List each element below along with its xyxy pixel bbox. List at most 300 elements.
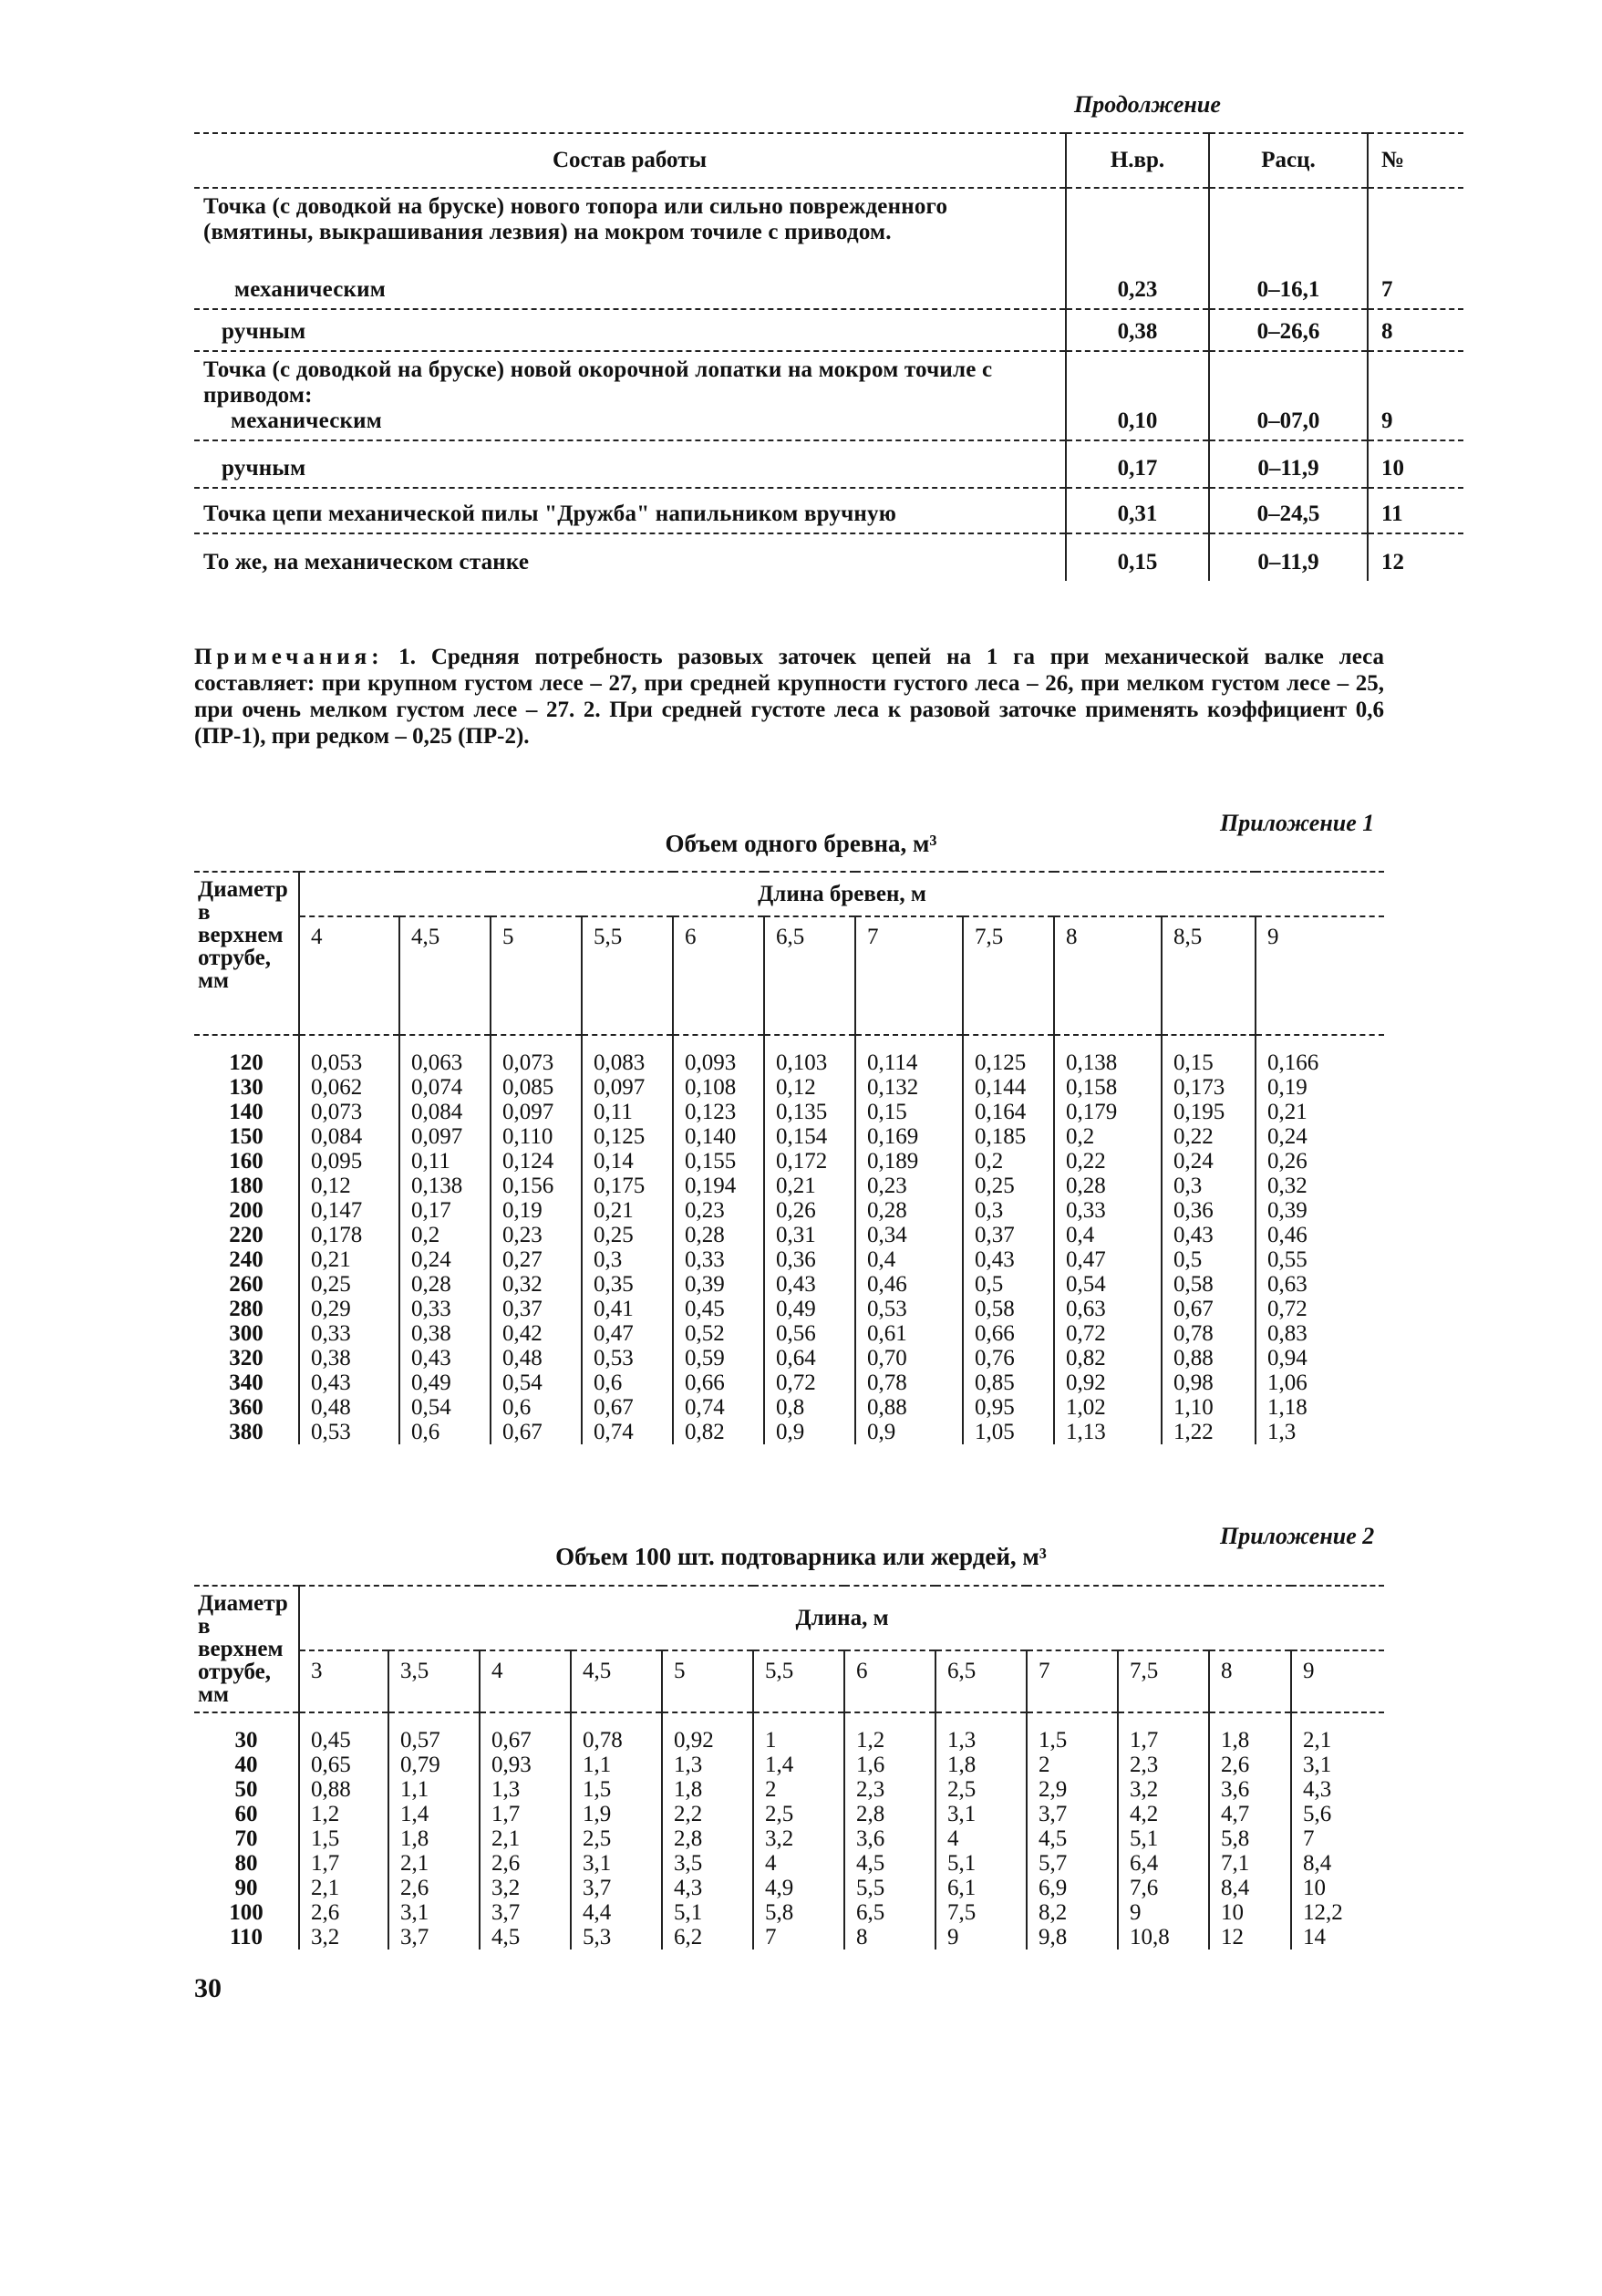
volume-cell: 1,06: [1267, 1370, 1307, 1395]
volume-cell: 4,9: [765, 1876, 794, 1900]
volume-cell: 0,185: [975, 1124, 1027, 1149]
volume-cell: 0,31: [776, 1223, 816, 1247]
volume-cell: 0,32: [502, 1272, 543, 1297]
volume-cell: 0,67: [491, 1728, 532, 1753]
volume-cell: 0,92: [674, 1728, 714, 1753]
volume-cell: 0,64: [776, 1346, 816, 1370]
work-norms-table: [194, 132, 1463, 581]
volume-cell: 1,22: [1173, 1420, 1214, 1444]
volume-cell: 0,132: [867, 1075, 919, 1100]
volume-cell: 0,74: [594, 1420, 634, 1444]
row-text: То же, на механическом станке: [194, 533, 1066, 581]
volume-cell: 0,33: [1066, 1198, 1106, 1223]
diameter-cell: 140: [229, 1100, 264, 1124]
length-header: 4,5: [399, 916, 491, 1035]
volume-cell: 0,26: [1267, 1149, 1307, 1174]
volume-cell: 3,7: [400, 1925, 429, 1950]
diameter-cell: 180: [229, 1174, 264, 1198]
diameter-cell: 130: [229, 1075, 264, 1100]
volume-cell: 0,43: [1173, 1223, 1214, 1247]
volume-cell: 0,28: [411, 1272, 451, 1297]
volume-cell: 4: [947, 1826, 959, 1851]
header-row-group: [194, 1586, 1384, 1650]
volume-cell: 1,4: [400, 1802, 429, 1826]
volume-cell: 0,140: [685, 1124, 737, 1149]
diameter-cell: 200: [229, 1198, 264, 1223]
volume-cell: 0,53: [594, 1346, 634, 1370]
diameter-cell: 240: [229, 1247, 264, 1272]
volume-cell: 3,1: [400, 1900, 429, 1925]
table-row: [194, 351, 1463, 440]
diameter-cell: 100: [229, 1900, 264, 1925]
volume-cell: 0,58: [975, 1297, 1015, 1321]
volume-cell: 5,6: [1303, 1802, 1332, 1826]
volume-cell: 0,085: [502, 1075, 554, 1100]
row-norm: 0,31: [1066, 488, 1209, 533]
row-text: Точка (с доводкой на бруске) нового топора или сильно поврежденного (вмятины, выкрашивания лезвия) на мокром точиле с приводом.: [203, 194, 948, 244]
volume-cell: 1,3: [491, 1777, 521, 1802]
volume-cell: 0,4: [867, 1247, 896, 1272]
volume-cell: 14: [1303, 1925, 1326, 1950]
length-header: 8,5: [1162, 916, 1256, 1035]
length-header: 6: [844, 1650, 935, 1712]
volume-cell: 0,166: [1267, 1050, 1319, 1075]
diameter-column: [194, 1712, 299, 1950]
row-text: ручным: [194, 309, 1066, 351]
diameter-column: [194, 1035, 299, 1444]
row-norm: 0,23: [1066, 251, 1209, 309]
row-text: ручным: [194, 440, 1066, 488]
volume-cell: 0,5: [1173, 1247, 1203, 1272]
volume-cell: 4,7: [1221, 1802, 1250, 1826]
volume-cell: 2,2: [674, 1802, 703, 1826]
volume-column: [1209, 1712, 1291, 1950]
row-rate: 0–07,0: [1209, 351, 1368, 440]
diameter-cell: 60: [234, 1802, 258, 1826]
diameter-cell: 160: [229, 1149, 264, 1174]
volume-cell: 1,8: [674, 1777, 703, 1802]
volume-cell: 3,2: [491, 1876, 521, 1900]
volume-cell: 0,084: [411, 1100, 463, 1124]
row-number: [1368, 188, 1463, 251]
volume-column: [582, 1035, 673, 1444]
volume-cell: 1,2: [856, 1728, 885, 1753]
volume-cell: 0,26: [776, 1198, 816, 1223]
volume-cell: 0,28: [1066, 1174, 1106, 1198]
log-volume-table: [194, 871, 1384, 1444]
volume-cell: 0,39: [1267, 1198, 1307, 1223]
volume-cell: 0,19: [502, 1198, 543, 1223]
volume-cell: 0,82: [685, 1420, 725, 1444]
volume-cell: 0,43: [311, 1370, 351, 1395]
volume-column: [753, 1712, 844, 1950]
length-header-row: [194, 916, 1384, 1035]
row-number: 8: [1368, 309, 1463, 351]
volume-cell: 3,7: [491, 1900, 521, 1925]
volume-cell: 5,3: [583, 1925, 612, 1950]
volume-column: [1256, 1035, 1384, 1444]
volume-cell: 6,9: [1039, 1876, 1068, 1900]
volume-cell: 0,63: [1066, 1297, 1106, 1321]
header-work: Состав работы: [194, 133, 1066, 188]
volume-cell: 0,2: [411, 1223, 440, 1247]
volume-cell: 0,36: [1173, 1198, 1214, 1223]
volume-cell: 0,3: [1173, 1174, 1203, 1198]
volume-cell: 0,98: [1173, 1370, 1214, 1395]
volume-cell: 0,084: [311, 1124, 363, 1149]
length-header: 5,5: [582, 916, 673, 1035]
row-number: 9: [1368, 351, 1463, 440]
volume-cell: 0,47: [1066, 1247, 1106, 1272]
volume-cell: 2,6: [400, 1876, 429, 1900]
volume-cell: 0,74: [685, 1395, 725, 1420]
diameter-cell: 120: [229, 1050, 264, 1075]
table-body-row: [194, 1035, 1384, 1444]
volume-cell: 0,72: [1267, 1297, 1307, 1321]
page-number: 30: [194, 1973, 222, 2003]
volume-cell: 1,10: [1173, 1395, 1214, 1420]
diameter-cell: 260: [229, 1272, 264, 1297]
row-norm: 0,17: [1066, 440, 1209, 488]
volume-cell: 0,097: [502, 1100, 554, 1124]
length-header: 5: [662, 1650, 753, 1712]
volume-cell: 12: [1221, 1925, 1244, 1950]
diameter-cell: 220: [229, 1223, 264, 1247]
volume-cell: 0,073: [311, 1100, 363, 1124]
continuation-label: Продолжение: [1074, 91, 1221, 118]
volume-cell: 0,28: [685, 1223, 725, 1247]
volume-cell: 0,9: [776, 1420, 805, 1444]
volume-cell: 0,4: [1066, 1223, 1095, 1247]
length-header: 6,5: [764, 916, 855, 1035]
volume-column: [844, 1712, 935, 1950]
volume-cell: 5,7: [1039, 1851, 1068, 1876]
volume-cell: 4,5: [491, 1925, 521, 1950]
volume-cell: 0,14: [594, 1149, 634, 1174]
volume-cell: 0,67: [594, 1395, 634, 1420]
volume-cell: 2,8: [674, 1826, 703, 1851]
volume-column: [963, 1035, 1054, 1444]
volume-cell: 0,45: [685, 1297, 725, 1321]
volume-cell: 5,5: [856, 1876, 885, 1900]
length-header: 6: [673, 916, 764, 1035]
volume-cell: 0,88: [1173, 1346, 1214, 1370]
diameter-cell: 70: [234, 1826, 258, 1851]
header-norm: Н.вр.: [1066, 133, 1209, 188]
volume-cell: 4,5: [856, 1851, 885, 1876]
header-number: №: [1368, 133, 1463, 188]
length-header: 9: [1291, 1650, 1384, 1712]
volume-cell: 0,48: [311, 1395, 351, 1420]
volume-cell: 1,9: [583, 1802, 612, 1826]
volume-cell: 1,3: [947, 1728, 977, 1753]
volume-cell: 0,32: [1267, 1174, 1307, 1198]
row-number: 10: [1368, 440, 1463, 488]
volume-cell: 0,33: [311, 1321, 351, 1346]
volume-cell: 0,125: [594, 1124, 646, 1149]
volume-column: [764, 1035, 855, 1444]
volume-cell: 0,22: [1066, 1149, 1106, 1174]
header-row-group: [194, 872, 1384, 916]
volume-cell: 0,43: [411, 1346, 451, 1370]
row-text: [194, 351, 1066, 440]
volume-cell: 0,46: [867, 1272, 907, 1297]
length-group-header: Длина бревен, м: [299, 872, 1384, 916]
volume-cell: 0,063: [411, 1050, 463, 1075]
volume-cell: 0,097: [411, 1124, 463, 1149]
volume-cell: 3,6: [856, 1826, 885, 1851]
volume-cell: 0,074: [411, 1075, 463, 1100]
volume-cell: 0,138: [1066, 1050, 1118, 1075]
volume-cell: 0,125: [975, 1050, 1027, 1075]
volume-column: [299, 1035, 399, 1444]
notes-text: 1. Средняя потребность разовых заточек цепей на 1 га при механической валке леса составляет: при крупном густом лесе – 27, при средней крупности густого леса – 26, при мелком густом лесе – 25, при очень мелком густом лесе – 27. 2. При средней густоте леса к разовой заточке применять коэффициент 0,6 (ПР-1), при редком – 0,25 (ПР-2).: [194, 645, 1384, 749]
volume-cell: 1,18: [1267, 1395, 1307, 1420]
volume-cell: 0,95: [975, 1395, 1015, 1420]
table-row: [194, 309, 1463, 351]
volume-cell: 1,7: [311, 1851, 340, 1876]
volume-cell: 0,72: [776, 1370, 816, 1395]
volume-column: [935, 1712, 1027, 1950]
volume-column: [1027, 1712, 1118, 1950]
volume-cell: 9,8: [1039, 1925, 1068, 1950]
volume-column: [491, 1035, 582, 1444]
length-header: 7,5: [1118, 1650, 1209, 1712]
volume-cell: 3,1: [947, 1802, 977, 1826]
volume-cell: 2,1: [1303, 1728, 1332, 1753]
volume-cell: 0,3: [594, 1247, 623, 1272]
diameter-header: Диаметр в верхнем отрубе, мм: [194, 1586, 299, 1712]
volume-cell: 3,2: [1130, 1777, 1159, 1802]
volume-cell: 1,1: [583, 1753, 612, 1777]
volume-cell: 2,6: [311, 1900, 340, 1925]
volume-cell: 0,24: [411, 1247, 451, 1272]
volume-cell: 4,5: [1039, 1826, 1068, 1851]
volume-cell: 0,37: [502, 1297, 543, 1321]
volume-cell: 0,17: [411, 1198, 451, 1223]
volume-cell: 0,155: [685, 1149, 737, 1174]
row-text-sub: механическим: [231, 409, 382, 433]
volume-cell: 3,5: [674, 1851, 703, 1876]
volume-cell: 0,42: [502, 1321, 543, 1346]
diameter-cell: 80: [234, 1851, 258, 1876]
volume-cell: 0,108: [685, 1075, 737, 1100]
volume-cell: 12,2: [1303, 1900, 1343, 1925]
volume-cell: 4,3: [674, 1876, 703, 1900]
volume-cell: 0,9: [867, 1420, 896, 1444]
volume-cell: 1,3: [674, 1753, 703, 1777]
volume-cell: 0,66: [975, 1321, 1015, 1346]
volume-cell: 0,124: [502, 1149, 554, 1174]
row-rate: 0–16,1: [1209, 251, 1368, 309]
volume-cell: 1,8: [400, 1826, 429, 1851]
volume-cell: 2,3: [1130, 1753, 1159, 1777]
volume-cell: 0,144: [975, 1075, 1027, 1100]
volume-cell: 0,6: [411, 1420, 440, 1444]
volume-cell: 0,76: [975, 1346, 1015, 1370]
volume-cell: 0,83: [1267, 1321, 1307, 1346]
volume-cell: 7: [1303, 1826, 1315, 1851]
row-rate: 0–26,6: [1209, 309, 1368, 351]
volume-cell: 1,7: [1130, 1728, 1159, 1753]
volume-cell: 3,2: [765, 1826, 794, 1851]
volume-cell: 0,123: [685, 1100, 737, 1124]
volume-cell: 1,5: [1039, 1728, 1068, 1753]
notes-label: Примечания:: [194, 645, 384, 669]
volume-cell: 6,2: [674, 1925, 703, 1950]
volume-cell: 0,169: [867, 1124, 919, 1149]
volume-cell: 0,28: [867, 1198, 907, 1223]
volume-cell: 0,53: [867, 1297, 907, 1321]
volume-cell: 4: [765, 1851, 777, 1876]
volume-cell: 6,4: [1130, 1851, 1159, 1876]
volume-cell: 0,175: [594, 1174, 646, 1198]
volume-cell: 0,178: [311, 1223, 363, 1247]
volume-cell: 0,78: [1173, 1321, 1214, 1346]
volume-cell: 0,67: [502, 1420, 543, 1444]
volume-cell: 0,21: [594, 1198, 634, 1223]
volume-cell: 0,164: [975, 1100, 1027, 1124]
volume-cell: 0,195: [1173, 1100, 1225, 1124]
volume-cell: 0,85: [975, 1370, 1015, 1395]
volume-cell: 0,19: [1267, 1075, 1307, 1100]
diameter-cell: 150: [229, 1124, 264, 1149]
volume-cell: 2,5: [765, 1802, 794, 1826]
volume-cell: 0,062: [311, 1075, 363, 1100]
volume-cell: 0,6: [502, 1395, 532, 1420]
volume-cell: 0,93: [491, 1753, 532, 1777]
volume-cell: 7,1: [1221, 1851, 1250, 1876]
volume-cell: 0,58: [1173, 1272, 1214, 1297]
volume-cell: 2,6: [491, 1851, 521, 1876]
length-header: 4: [299, 916, 399, 1035]
volume-cell: 0,114: [867, 1050, 918, 1075]
volume-cell: 3,2: [311, 1925, 340, 1950]
volume-cell: 0,70: [867, 1346, 907, 1370]
volume-cell: 0,88: [311, 1777, 351, 1802]
volume-cell: 2,5: [583, 1826, 612, 1851]
volume-cell: 0,156: [502, 1174, 554, 1198]
appendix1-label: Приложение 1: [1220, 810, 1375, 836]
table-row: [194, 251, 1463, 309]
row-rate: 0–24,5: [1209, 488, 1368, 533]
volume-column: [1054, 1035, 1162, 1444]
volume-cell: 0,53: [311, 1420, 351, 1444]
volume-cell: 0,6: [594, 1370, 623, 1395]
volume-cell: 0,103: [776, 1050, 828, 1075]
volume-cell: 2: [765, 1777, 777, 1802]
length-header: 7,5: [963, 916, 1054, 1035]
appendix2-title: Объем 100 шт. подтоварника или жердей, м³: [555, 1543, 1047, 1570]
volume-column: [571, 1712, 662, 1950]
volume-cell: 10: [1303, 1876, 1326, 1900]
volume-cell: 0,21: [311, 1247, 351, 1272]
volume-cell: 0,49: [776, 1297, 816, 1321]
volume-cell: 0,24: [1267, 1124, 1307, 1149]
volume-cell: 0,095: [311, 1149, 363, 1174]
diameter-cell: 90: [234, 1876, 258, 1900]
volume-cell: 5,1: [1130, 1826, 1159, 1851]
length-group-header: Длина, м: [299, 1586, 1384, 1650]
volume-cell: 0,5: [975, 1272, 1004, 1297]
length-header: 4: [480, 1650, 571, 1712]
volume-cell: 0,2: [975, 1149, 1004, 1174]
row-text: механическим: [234, 277, 386, 302]
appendix2-label: Приложение 2: [1220, 1523, 1375, 1549]
volume-cell: 3,1: [1303, 1753, 1332, 1777]
volume-cell: 1,02: [1066, 1395, 1106, 1420]
volume-cell: 2,8: [856, 1802, 885, 1826]
volume-cell: 0,15: [867, 1100, 907, 1124]
volume-cell: 0,43: [776, 1272, 816, 1297]
volume-cell: 7,6: [1130, 1876, 1159, 1900]
volume-cell: 8,2: [1039, 1900, 1068, 1925]
volume-cell: 0,36: [776, 1247, 816, 1272]
diameter-cell: 40: [234, 1753, 258, 1777]
volume-cell: 0,92: [1066, 1370, 1106, 1395]
volume-cell: 9: [947, 1925, 959, 1950]
diameter-cell: 50: [234, 1777, 258, 1802]
volume-cell: 0,38: [411, 1321, 451, 1346]
diameter-cell: 380: [229, 1420, 264, 1444]
row-rate: 0–11,9: [1209, 440, 1368, 488]
volume-cell: 0,154: [776, 1124, 828, 1149]
diameter-cell: 110: [229, 1925, 264, 1950]
volume-cell: 5,8: [1221, 1826, 1250, 1851]
volume-cell: 0,15: [1173, 1050, 1214, 1075]
volume-cell: 6,1: [947, 1876, 977, 1900]
volume-cell: 4,4: [583, 1900, 612, 1925]
diameter-cell: 340: [229, 1370, 264, 1395]
table-row: [194, 188, 1463, 251]
length-header: 3,5: [388, 1650, 480, 1712]
table-body-row: [194, 1712, 1384, 1950]
volume-cell: 0,54: [1066, 1272, 1106, 1297]
length-header: 5: [491, 916, 582, 1035]
row-rate: [1209, 188, 1368, 251]
volume-cell: 1,7: [491, 1802, 521, 1826]
diameter-cell: 300: [229, 1321, 264, 1346]
volume-cell: 5,1: [674, 1900, 703, 1925]
volume-cell: 0,23: [502, 1223, 543, 1247]
volume-cell: 0,33: [685, 1247, 725, 1272]
volume-cell: 2,1: [400, 1851, 429, 1876]
volume-cell: 2,1: [491, 1826, 521, 1851]
volume-cell: 5,1: [947, 1851, 977, 1876]
volume-cell: 0,94: [1267, 1346, 1307, 1370]
volume-cell: 8,4: [1221, 1876, 1250, 1900]
volume-column: [399, 1035, 491, 1444]
volume-column: [480, 1712, 571, 1950]
volume-cell: 3,6: [1221, 1777, 1250, 1802]
volume-cell: 3,7: [1039, 1802, 1068, 1826]
volume-cell: 1,8: [1221, 1728, 1250, 1753]
volume-cell: 0,45: [311, 1728, 351, 1753]
volume-cell: 0,097: [594, 1075, 646, 1100]
volume-cell: 0,33: [411, 1297, 451, 1321]
volume-cell: 0,54: [502, 1370, 543, 1395]
volume-cell: 0,29: [311, 1297, 351, 1321]
volume-cell: 0,158: [1066, 1075, 1118, 1100]
volume-cell: 7: [765, 1925, 777, 1950]
row-number: 12: [1368, 533, 1463, 581]
volume-cell: 0,61: [867, 1321, 907, 1346]
pole-volume-table: [194, 1585, 1384, 1950]
length-header: 8: [1054, 916, 1162, 1035]
volume-cell: 0,135: [776, 1100, 828, 1124]
volume-column: [388, 1712, 480, 1950]
length-header: 8: [1209, 1650, 1291, 1712]
